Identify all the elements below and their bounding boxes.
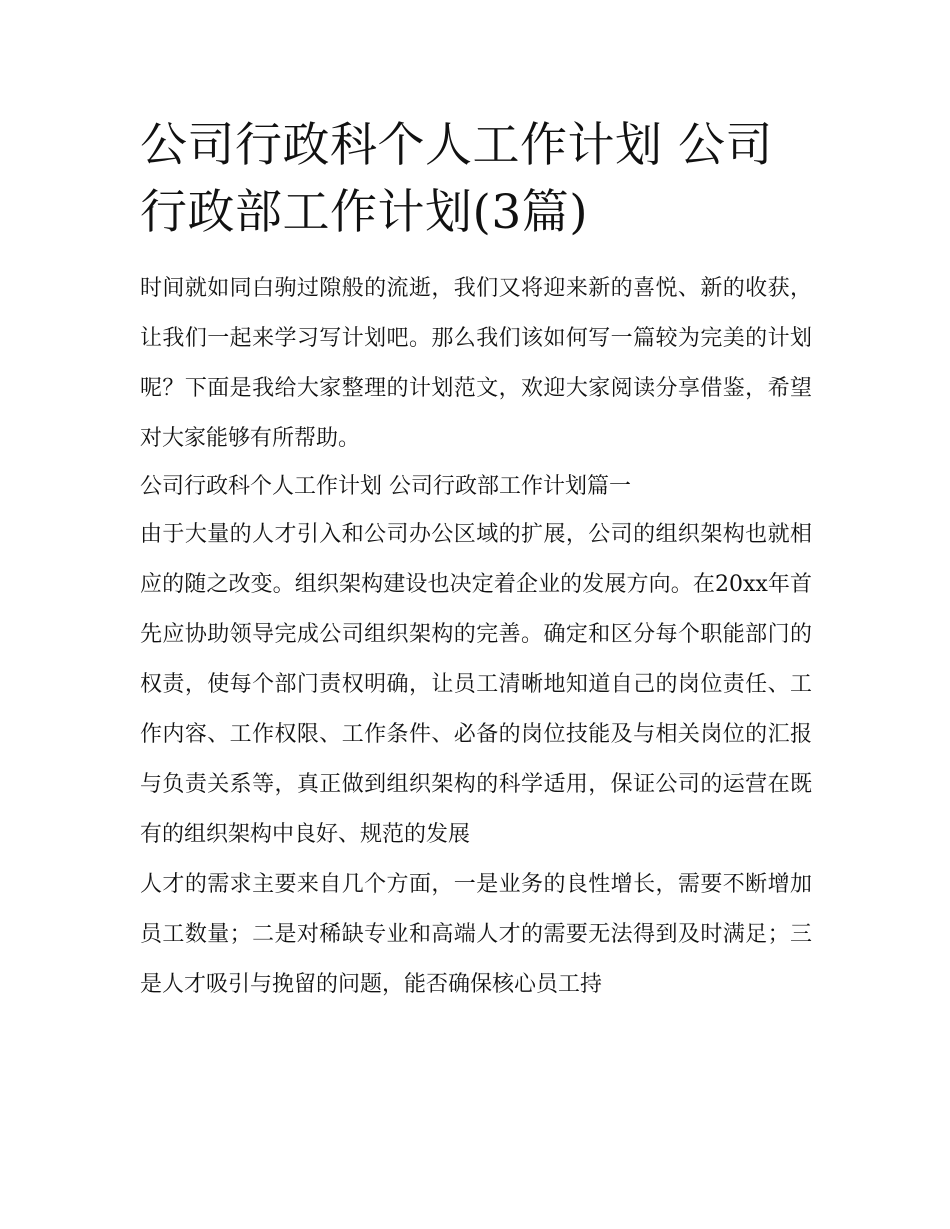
section-heading: 公司行政科个人工作计划 公司行政部工作计划篇一 [140,474,631,499]
body-paragraph-2: 人才的需求主要来自几个方面，一是业务的良性增长，需要不断增加员工数量；二是对稀缺专业和高端人才的需要无法得到及时满足；三是人才吸引与挽留的问题，能否确保核心员工持 [140,872,812,997]
document-body [140,112,812,1010]
document-title: 公司行政科个人工作计划 公司行政部工作计划(3篇) [140,118,773,240]
intro-paragraph: 时间就如同白驹过隙般的流逝，我们又将迎来新的喜悦、新的收获，让我们一起来学习写计划吧。那么我们该如何写一篇较为完美的计划呢？下面是我给大家整理的计划范文，欢迎大家阅读分享借鉴，希望对大家能够有所帮助。 [140,276,812,451]
body-paragraph-1: 由于大量的人才引入和公司办公区域的扩展，公司的组织架构也就相应的随之改变。组织架构建设也决定着企业的发展方向。在20xx年首先应协助领导完成公司组织架构的完善。确定和区分每个职能部门的权责，使每个部门责权明确，让员工清晰地知道自己的岗位责任、工作内容、工作权限、工作条件、必备的岗位技能及与相关岗位的汇报与负责关系等，真正做到组织架构的科学适用，保证公司的运营在既有的组织架构中良好、规范的发展 [140,522,812,847]
